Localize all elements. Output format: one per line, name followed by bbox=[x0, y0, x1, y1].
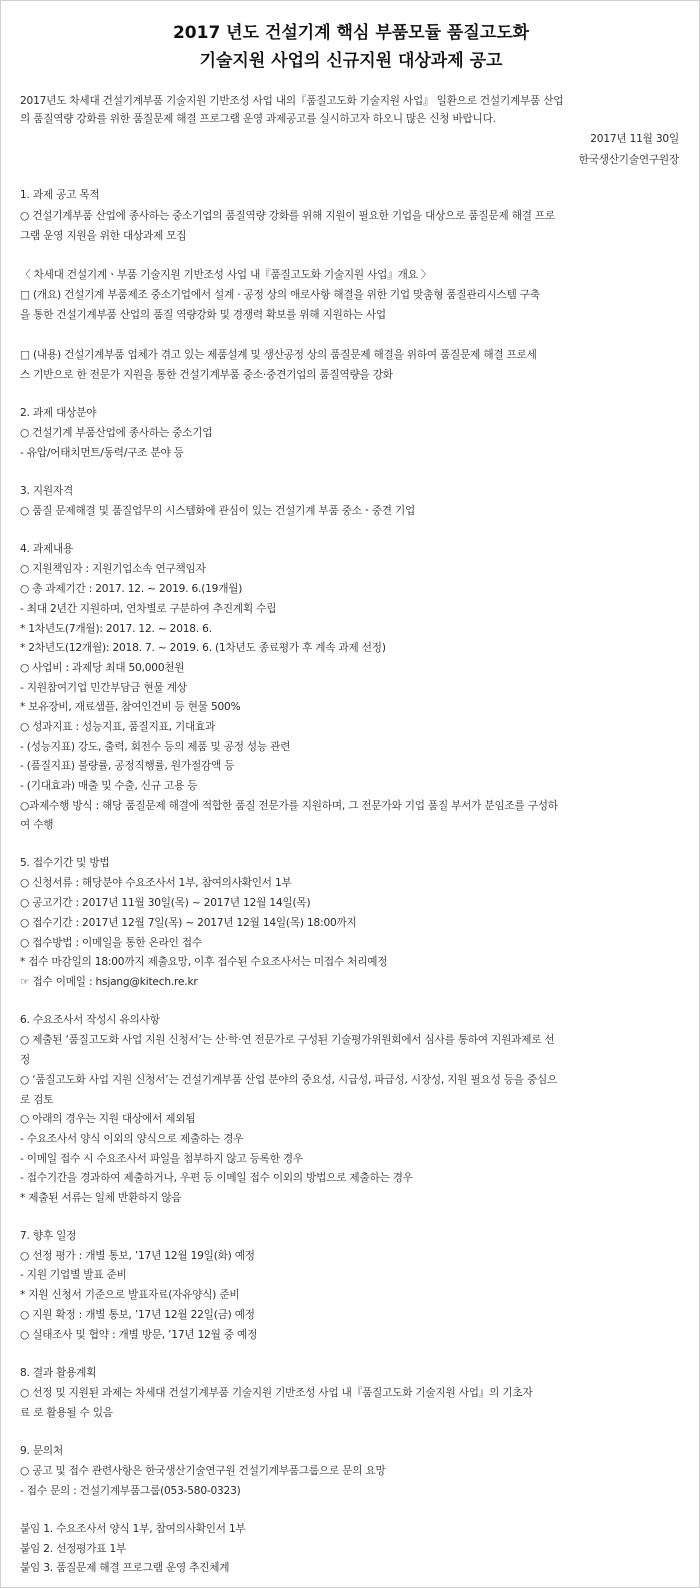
section-7-heading: 7. 향후 일정 bbox=[20, 1230, 77, 1242]
section-1-line: 그램 운영 지원을 위한 대상과제 모집 bbox=[20, 230, 187, 242]
section-1-line: 을 통한 건설기계부품 산업의 품질 역량강화 및 경쟁력 확보를 위해 지원하는 사업 bbox=[20, 309, 386, 321]
document-title-line-2: 기술지원 사업의 신규지원 대상과제 공고 bbox=[199, 51, 503, 71]
section-6-line: ○ 제출된 ‘품질고도화 사업 지원 신청서’는 산·학·연 전문가로 구성된 기술평가위원회에서 심사를 통하여 지원과제로 선 bbox=[20, 1034, 555, 1046]
section-6-line: 정 bbox=[20, 1054, 31, 1066]
section-6-line: * 제출된 서류는 일체 반환하지 않음 bbox=[20, 1192, 182, 1204]
section-7-line: ○ 선정 평가 : 개별 통보, ’17년 12월 19일(화) 예정 bbox=[20, 1250, 255, 1262]
section-4-line: * 2차년도(12개월): 2018. 7. ~ 2019. 6. (1차년도 종료평가 후 계속 과제 선정) bbox=[20, 642, 386, 654]
section-1-heading: 1. 과제 공고 목적 bbox=[20, 189, 100, 201]
section-4-line: - (기대효과) 매출 및 수출, 신규 고용 등 bbox=[20, 780, 198, 792]
section-1-line: 스 기반으로 한 전문가 지원을 통한 건설기계부품 중소·중견기업의 품질역량을 강화 bbox=[20, 369, 393, 381]
section-1-line: ○ 건설기계부품 산업에 종사하는 중소기업의 품질역량 강화를 위해 지원이 필요한 기업을 대상으로 품질문제 해결 프로 bbox=[20, 210, 555, 222]
section-8-line: ○ 선정 및 지원된 과제는 차세대 건설기계부품 기술지원 기반조성 사업 내『품질고도화 기술지원 사업』의 기초자 bbox=[20, 1387, 533, 1399]
issuing-organization: 한국생산기술연구원장 bbox=[578, 154, 679, 166]
section-9-contact: - 접수 문의 : 건설기계부품그룹(053-580-0323) bbox=[20, 1485, 241, 1497]
section-4-line: - (성능지표) 강도, 출력, 회전수 등의 제품 및 공정 성능 관련 bbox=[20, 741, 291, 753]
section-4-line: - (품질지표) 불량률, 공정직행률, 원가절감액 등 bbox=[20, 760, 235, 772]
section-6-line: - 이메일 접수 시 수요조사서 파일을 첨부하지 않고 등록한 경우 bbox=[20, 1153, 303, 1165]
section-7-line: - 지원 기업별 발표 준비 bbox=[20, 1269, 127, 1281]
section-6-line: ○ ‘품질고도화 사업 지원 신청서’는 건설기계부품 산업 분야의 중요성, 시급성, 파급성, 시장성, 지원 필요성 등을 중심으 bbox=[20, 1074, 558, 1086]
attachment-item: 붙임 3. 품질문제 해결 프로그램 운영 추진체계 bbox=[20, 1562, 230, 1574]
section-8-heading: 8. 결과 활용계획 bbox=[20, 1367, 97, 1379]
section-5-line: ○ 공고기간 : 2017년 11월 30일(목) ~ 2017년 12월 14일(목) bbox=[20, 897, 311, 909]
section-2-heading: 2. 과제 대상분야 bbox=[20, 407, 97, 419]
section-5-line: ○ 접수기간 : 2017년 12월 7일(목) ~ 2017년 12월 14일(목) 18:00까지 bbox=[20, 917, 357, 929]
intro-line: 의 품질역량 강화를 위한 품질문제 해결 프로그램 운영 과제공고를 실시하고자 하오니 많은 신청 바랍니다. bbox=[20, 113, 496, 125]
section-5-line: * 접수 마감일의 18:00까지 제출요망, 이후 접수된 수요조사서는 미접수 처리예정 bbox=[20, 956, 388, 968]
section-8-line: 료 로 활용될 수 있음 bbox=[20, 1407, 113, 1419]
section-4-line: ○ 총 과제기간 : 2017. 12. ~ 2019. 6.(19개월) bbox=[20, 583, 243, 595]
section-6-line: ○ 아래의 경우는 지원 대상에서 제외됨 bbox=[20, 1113, 196, 1125]
section-4-line: ○ 성과지표 : 성능지표, 품질지표, 기대효과 bbox=[20, 721, 216, 733]
section-4-line: 여 수행 bbox=[20, 819, 54, 831]
section-4-line: * 보유장비, 재료샘플, 참여인건비 등 현물 500% bbox=[20, 701, 241, 713]
section-4-line: ○ 지원책임자 : 지원기업소속 연구책임자 bbox=[20, 563, 206, 575]
intro-line: 2017년도 차세대 건설기계부품 기술지원 기반조성 사업 내의『품질고도화 기술지원 사업』 일환으로 건설기계부품 산업 bbox=[20, 95, 564, 107]
section-9-heading: 9. 문의처 bbox=[20, 1445, 63, 1457]
section-6-heading: 6. 수요조사서 작성시 유의사항 bbox=[20, 1014, 160, 1026]
section-5-email: ☞ 접수 이메일 : hsjang@kitech.re.kr bbox=[20, 976, 198, 988]
section-4-line: - 최대 2년간 지원하며, 연차별로 구분하여 추진계획 수립 bbox=[20, 603, 277, 615]
section-5-line: ○ 신청서류 : 해당분야 수요조사서 1부, 참여의사확인서 1부 bbox=[20, 877, 292, 889]
section-4-line: - 지원참여기업 민간부담금 현물 계상 bbox=[20, 682, 187, 694]
section-4-line: ○ 사업비 : 과제당 최대 50,000천원 bbox=[20, 662, 185, 674]
section-1-overview-title: 〈 차세대 건설기계ㆍ부품 기술지원 기반조성 사업 내『품질고도화 기술지원 사업』개요 〉 bbox=[20, 269, 432, 281]
section-1-line: □ (내용) 건설기계부품 업체가 겪고 있는 제품설계 및 생산공정 상의 품질문제 해결을 위하여 품질문제 해결 프로세 bbox=[20, 349, 537, 361]
attachment-item: 붙임 2. 선정평가표 1부 bbox=[20, 1543, 127, 1555]
section-6-line: 로 검토 bbox=[20, 1094, 54, 1106]
section-1-line: □ (개요) 건설기계 부품제조 중소기업에서 설계 · 공정 상의 애로사항 해결을 위한 기업 맞춤형 품질관리시스템 구축 bbox=[20, 289, 540, 301]
section-3-line: ○ 품질 문제해결 및 품질업무의 시스템화에 관심이 있는 건설기계 부품 중소ㆍ중견 기업 bbox=[20, 505, 416, 517]
section-4-heading: 4. 과제내용 bbox=[20, 543, 74, 555]
section-5-line: ○ 접수방법 : 이메일을 통한 온라인 접수 bbox=[20, 937, 202, 949]
attachment-item: 붙임 1. 수요조사서 양식 1부, 참여의사확인서 1부 bbox=[20, 1523, 246, 1535]
section-5-heading: 5. 접수기간 및 방법 bbox=[20, 857, 110, 869]
section-7-line: ○ 실태조사 및 협약 : 개별 방문, ’17년 12월 중 예정 bbox=[20, 1329, 258, 1341]
document-title-line-1: 2017 년도 건설기계 핵심 부품모듈 품질고도화 bbox=[172, 23, 530, 43]
section-4-line: * 1차년도(7개월): 2017. 12. ~ 2018. 6. bbox=[20, 623, 212, 635]
section-7-line: * 지원 신청서 기준으로 발표자료(자유양식) 준비 bbox=[20, 1289, 240, 1301]
section-4-line: ○과제수행 방식 : 해당 품질문제 해결에 적합한 품질 전문가를 지원하며, 그 전문가와 기업 품질 부서가 분임조를 구성하 bbox=[20, 800, 558, 812]
section-2-line: - 유압/어태치먼트/동력/구조 분야 등 bbox=[20, 447, 184, 459]
section-6-line: - 수요조사서 양식 이외의 양식으로 제출하는 경우 bbox=[20, 1133, 244, 1145]
section-2-line: ○ 건설기계 부품산업에 종사하는 중소기업 bbox=[20, 427, 213, 439]
section-9-line: ○ 공고 및 접수 관련사항은 한국생산기술연구원 건설기계부품그룹으로 문의 요망 bbox=[20, 1465, 386, 1477]
notice-date: 2017년 11월 30일 bbox=[590, 133, 679, 145]
section-7-line: ○ 지원 확정 : 개별 통보, ’17년 12월 22일(금) 예정 bbox=[20, 1309, 255, 1321]
section-3-heading: 3. 지원자격 bbox=[20, 485, 74, 497]
section-6-line: - 접수기간을 경과하여 제출하거나, 우편 등 이메일 접수 이외의 방법으로 제출하는 경우 bbox=[20, 1172, 413, 1184]
